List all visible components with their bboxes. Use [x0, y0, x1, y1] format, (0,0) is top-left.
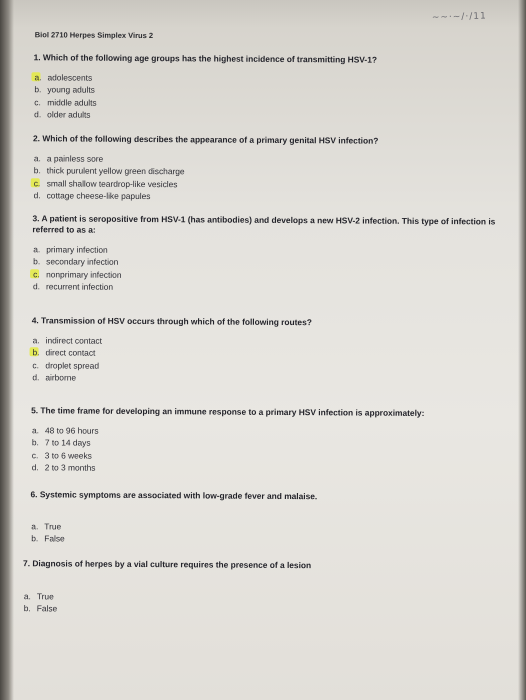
option-text: cottage cheese-like papules: [46, 190, 151, 202]
option-text: droplet spread: [45, 360, 100, 371]
option-text: thick purulent yellow green discharge: [46, 165, 185, 177]
options-list: [31, 334, 501, 387]
option-letter: c.: [32, 360, 40, 371]
option-text: 48 to 96 hours: [44, 425, 99, 436]
document-title: Biol 2710 Herpes Simplex Virus 2: [34, 30, 154, 41]
option-letter: b.: [31, 533, 39, 544]
option-letter: a.: [33, 153, 41, 164]
option-letter: a.: [31, 521, 39, 532]
options-list: [32, 243, 502, 296]
option-letter: c.: [34, 97, 41, 108]
option-d: [32, 371, 501, 387]
option-letter: b.: [33, 256, 41, 267]
option-text: 7 to 14 days: [44, 437, 91, 449]
option-text: recurrent infection: [45, 281, 114, 293]
option-letter: d.: [33, 190, 41, 201]
option-letter: c.: [31, 450, 39, 461]
option-letter: d.: [31, 462, 39, 473]
option-text: indirect contact: [45, 335, 102, 346]
option-letter: a.: [33, 244, 41, 255]
question-2: [33, 133, 503, 205]
option-text: older adults: [47, 109, 91, 120]
option-d: [32, 461, 501, 477]
option-letter: a.: [31, 425, 40, 436]
option-text: False: [36, 603, 58, 614]
option-letter: a.: [34, 71, 47, 83]
question-text: 1. Which of the following age groups has the highest incidence of transmitting HSV-1?: [33, 52, 378, 65]
question-4: [31, 315, 501, 387]
option-letter: d.: [32, 372, 40, 383]
option-text: small shallow teardrop-like vesicles: [46, 178, 178, 190]
option-text: nonprimary infection: [46, 269, 122, 280]
question-text: 2. Which of the following describes the appearance of a primary genital HSV infection?: [33, 133, 379, 146]
option-text: 2 to 3 months: [44, 462, 96, 473]
option-text: True: [44, 521, 62, 532]
option-d: [33, 280, 502, 296]
option-text: direct contact: [45, 347, 96, 359]
option-letter: b.: [34, 84, 42, 95]
options-list: [23, 590, 493, 618]
question-text: 7. Diagnosis of herpes by a vial culture requires the presence of a lesion: [23, 558, 312, 571]
option-letter: a.: [23, 591, 31, 602]
option-d: [34, 189, 503, 205]
option-b: [31, 533, 500, 549]
question-text: 4. Transmission of HSV occurs through which of the following routes?: [31, 315, 312, 328]
option-letter: d.: [32, 281, 41, 292]
question-text: 6. Systemic symptoms are associated with low-grade fever and malaise.: [30, 489, 318, 502]
question-7: [23, 558, 493, 618]
option-text: airborne: [45, 372, 77, 383]
option-text: True: [36, 591, 54, 602]
option-text: primary infection: [46, 244, 108, 255]
option-text: a painless sore: [46, 153, 104, 164]
question-1: [33, 52, 503, 124]
option-letter: d.: [34, 109, 42, 120]
options-list: [31, 424, 501, 477]
option-d: [34, 108, 503, 124]
option-b: [24, 603, 493, 619]
options-list: [30, 520, 500, 548]
question-5: [31, 405, 501, 477]
option-letter: b.: [32, 347, 45, 359]
option-text: False: [44, 533, 65, 544]
option-text: secondary infection: [46, 256, 119, 268]
option-letter: b.: [31, 437, 39, 448]
option-letter: c.: [33, 268, 46, 280]
option-letter: b.: [23, 603, 31, 614]
option-letter: a.: [32, 335, 40, 346]
option-text: middle adults: [47, 97, 97, 108]
question-6: [30, 489, 500, 548]
question-text: 3. A patient is seropositive from HSV-1 (has antibodies) and develops a new HSV-2 infection. This type of infection is referred to as a:: [32, 213, 496, 235]
question-text: 5. The time frame for developing an immune response to a primary HSV infection is approximately:: [31, 405, 425, 418]
option-letter: c.: [34, 177, 47, 189]
option-text: young adults: [47, 84, 95, 96]
options-list: [33, 71, 503, 124]
option-text: adolescents: [47, 72, 93, 83]
question-3: [32, 213, 503, 296]
options-list: [33, 152, 503, 205]
option-letter: b.: [33, 165, 41, 176]
option-text: 3 to 6 weeks: [44, 450, 92, 461]
handwritten-note: ~~·~/·/11: [431, 11, 487, 23]
